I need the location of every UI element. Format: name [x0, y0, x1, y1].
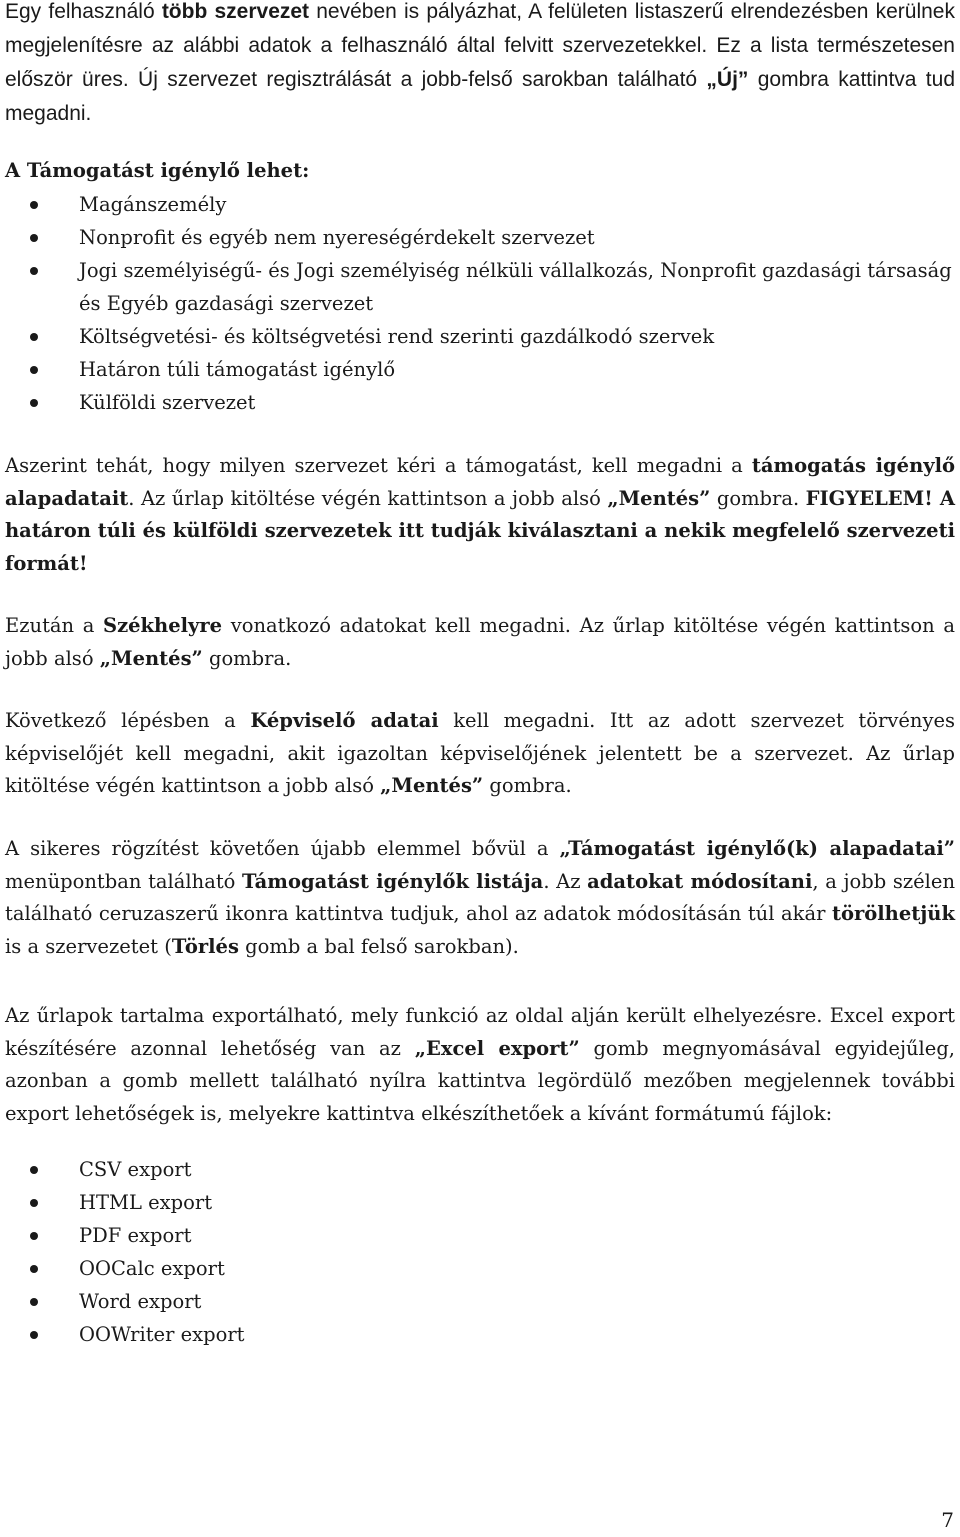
bullet-icon	[30, 1166, 38, 1174]
bullet-icon	[30, 1199, 38, 1207]
applicant-types-heading: A Támogatást igénylő lehet:	[5, 159, 310, 182]
bold-applicant-base-data: támogatás igénylő alapadatait	[5, 454, 955, 510]
list-item: Magánszemély	[5, 188, 955, 221]
list-item: OOWriter export	[5, 1318, 955, 1351]
export-paragraph: Az űrlapok tartalma exportálható, mely funkció az oldal alján került elhelyezésre. Excel export készítésére azonnal lehetőség van az „Excel export” gomb megnyomásával egyidejűleg, azonban a gomb mellett található nyílra kattintva legördülő mezőben megjelennek további export lehetőségek is, melyekre kattintva elkészíthetőek a kívánt formátumú fájlok:	[5, 1004, 956, 1125]
list-item: CSV export	[5, 1153, 955, 1186]
page-number: 7	[941, 1508, 954, 1532]
list-item: HTML export	[5, 1186, 955, 1219]
bold-delete-button: Törlés	[171, 934, 239, 958]
bold-save-button: „Mentés”	[607, 486, 711, 510]
bullet-icon	[30, 333, 38, 341]
bullet-icon	[30, 1232, 38, 1240]
list-item: Jogi személyiségű- és Jogi személyiség nélküli vállalkozás, Nonprofit gazdasági társaság és Egyéb gazdasági szervezet	[5, 254, 955, 320]
representative-paragraph: Következő lépésben a Képviselő adatai kell megadni. Itt az adott szervezet törvényes képviselőjét kell megadni, akit igazoltan képviselőjének jelentett be a szervezet. Az űrlap kitöltése végén kattintson a jobb alsó „Mentés” gombra.	[5, 709, 956, 797]
bold-save-button: „Mentés”	[380, 774, 484, 797]
bullet-icon	[30, 201, 38, 209]
list-item: Word export	[5, 1285, 955, 1318]
bullet-icon	[30, 1331, 38, 1339]
bullet-icon	[30, 234, 38, 242]
intro-paragraph	[5, 0, 955, 131]
bold-applicant-menu: „Támogatást igénylő(k) alapadatai”	[559, 837, 955, 860]
saved-paragraph: A sikeres rögzítést követően újabb elemmel bővül a „Támogatást igénylő(k) alapadatai” menüpontban található Támogatást igénylők listája. Az adatokat módosítani, a jobb szélen található ceruzaszerű ikonra kattintva tudjuk, ahol az adatok módosításán túl akár törölhetjük is a szervezetet (Törlés gomb a bal felső sarokban).	[5, 837, 956, 958]
bold-applicant-list: Támogatást igénylők listája	[242, 869, 544, 893]
list-item: PDF export	[5, 1219, 955, 1252]
bullet-icon	[30, 366, 38, 374]
bold-save-button: „Mentés”	[99, 646, 203, 670]
intro-text-2: nevében is pályázhat, A felületen listaszerű elrendezésben kerülnek megjelenítésre az alábbi adatok a felhasználó által felvitt szervezetekkel. Ez a lista természetesen először üres. Új szervezet regisztrálását a jobb-felső sarokban található	[5, 0, 955, 91]
list-item: Határon túli támogatást igénylő	[5, 353, 955, 386]
bold-excel-export: „Excel export”	[414, 1036, 580, 1060]
bullet-icon	[30, 267, 38, 275]
intro-bold-multiple-orgs: több szervezet	[161, 0, 310, 23]
list-item: Külföldi szervezet	[5, 386, 955, 419]
list-item: Nonprofit és egyéb nem nyereségérdekelt szervezet	[5, 221, 955, 254]
applicant-data-paragraph: Aszerint tehát, hogy milyen szervezet kéri a támogatást, kell megadni a támogatás igénylő alapadatait. Az űrlap kitöltése végén kattintson a jobb alsó „Mentés” gombra. FIGYELEM! A határon túli és külföldi szervezetek itt tudják kiválasztani a nekik megfelelő szervezeti formát!	[5, 454, 955, 575]
bullet-icon	[30, 399, 38, 407]
seat-paragraph: Ezután a Székhelyre vonatkozó adatokat kell megadni. Az űrlap kitöltése végén kattintson a jobb alsó „Mentés” gombra.	[5, 614, 955, 670]
bold-seat: Székhelyre	[102, 614, 223, 637]
applicant-types-list	[5, 188, 955, 419]
export-formats-list	[5, 1153, 955, 1351]
applicant-types-section	[5, 155, 955, 419]
bold-modify-data: adatokat módosítani	[587, 869, 813, 893]
intro-text-1: Egy felhasználó	[5, 0, 162, 23]
bullet-icon	[30, 1265, 38, 1273]
bold-representative-data: Képviselő adatai	[250, 709, 439, 732]
bold-delete: törölhetjük	[831, 902, 955, 925]
intro-bold-new-button: „Új”	[706, 68, 749, 91]
list-item: OOCalc export	[5, 1252, 955, 1285]
list-item: Költségvetési- és költségvetési rend szerinti gazdálkodó szervek	[5, 320, 955, 353]
bullet-icon	[30, 1298, 38, 1306]
warning-text: FIGYELEM! A határon túli és külföldi szervezetek itt tudják kiválasztani a nekik megfelelő szervezeti formát!	[5, 486, 955, 575]
intro-text-3: gombra kattintva tud megadni.	[5, 68, 956, 125]
